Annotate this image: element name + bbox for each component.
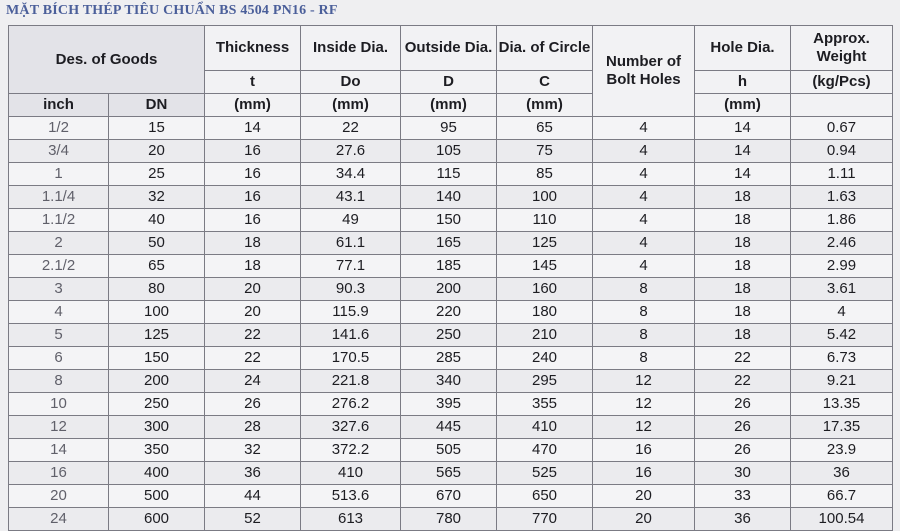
unit-thickness: (mm) bbox=[205, 94, 301, 117]
cell-inch: 4 bbox=[9, 301, 109, 324]
table-row bbox=[9, 439, 893, 462]
cell-weight: 5.42 bbox=[791, 324, 893, 347]
cell-dn: 600 bbox=[109, 508, 205, 531]
cell-dia-of-circle: 295 bbox=[497, 370, 593, 393]
table-row bbox=[9, 485, 893, 508]
cell-outside-dia: 445 bbox=[401, 416, 497, 439]
cell-hole-dia: 33 bbox=[695, 485, 791, 508]
cell-hole-dia: 18 bbox=[695, 278, 791, 301]
cell-thickness: 28 bbox=[205, 416, 301, 439]
cell-weight: 0.94 bbox=[791, 140, 893, 163]
cell-hole-dia: 26 bbox=[695, 439, 791, 462]
cell-weight: 100.54 bbox=[791, 508, 893, 531]
cell-dn: 15 bbox=[109, 117, 205, 140]
unit-weight: (kg/Pcs) bbox=[791, 71, 893, 94]
cell-dia-of-circle: 470 bbox=[497, 439, 593, 462]
cell-inch: 1 bbox=[9, 163, 109, 186]
cell-inside-dia: 410 bbox=[301, 462, 401, 485]
table-row bbox=[9, 462, 893, 485]
cell-bolt-holes: 12 bbox=[593, 370, 695, 393]
cell-weight: 1.63 bbox=[791, 186, 893, 209]
table-row bbox=[9, 140, 893, 163]
cell-hole-dia: 26 bbox=[695, 416, 791, 439]
cell-outside-dia: 165 bbox=[401, 232, 497, 255]
cell-inside-dia: 61.1 bbox=[301, 232, 401, 255]
cell-hole-dia: 14 bbox=[695, 140, 791, 163]
cell-bolt-holes: 20 bbox=[593, 485, 695, 508]
cell-dia-of-circle: 110 bbox=[497, 209, 593, 232]
cell-dn: 400 bbox=[109, 462, 205, 485]
cell-dia-of-circle: 85 bbox=[497, 163, 593, 186]
cell-thickness: 20 bbox=[205, 301, 301, 324]
cell-weight: 6.73 bbox=[791, 347, 893, 370]
cell-dn: 20 bbox=[109, 140, 205, 163]
cell-inch: 16 bbox=[9, 462, 109, 485]
symbol-outside-dia: D bbox=[401, 71, 497, 94]
cell-inside-dia: 77.1 bbox=[301, 255, 401, 278]
cell-thickness: 22 bbox=[205, 324, 301, 347]
cell-hole-dia: 18 bbox=[695, 301, 791, 324]
cell-bolt-holes: 8 bbox=[593, 347, 695, 370]
cell-dn: 40 bbox=[109, 209, 205, 232]
cell-thickness: 16 bbox=[205, 209, 301, 232]
cell-weight: 1.86 bbox=[791, 209, 893, 232]
cell-inch: 14 bbox=[9, 439, 109, 462]
table-row bbox=[9, 508, 893, 531]
flange-spec-table bbox=[8, 25, 893, 531]
cell-thickness: 52 bbox=[205, 508, 301, 531]
cell-dn: 150 bbox=[109, 347, 205, 370]
cell-dia-of-circle: 100 bbox=[497, 186, 593, 209]
table-row bbox=[9, 209, 893, 232]
cell-weight: 17.35 bbox=[791, 416, 893, 439]
cell-inch: 12 bbox=[9, 416, 109, 439]
cell-inside-dia: 22 bbox=[301, 117, 401, 140]
cell-outside-dia: 780 bbox=[401, 508, 497, 531]
cell-outside-dia: 250 bbox=[401, 324, 497, 347]
symbol-dia-of-circle: C bbox=[497, 71, 593, 94]
cell-weight: 2.46 bbox=[791, 232, 893, 255]
unit-dn: DN bbox=[109, 94, 205, 117]
cell-inside-dia: 276.2 bbox=[301, 393, 401, 416]
cell-thickness: 22 bbox=[205, 347, 301, 370]
cell-dn: 50 bbox=[109, 232, 205, 255]
cell-thickness: 14 bbox=[205, 117, 301, 140]
symbol-thickness: t bbox=[205, 71, 301, 94]
cell-outside-dia: 95 bbox=[401, 117, 497, 140]
cell-inside-dia: 34.4 bbox=[301, 163, 401, 186]
cell-dia-of-circle: 210 bbox=[497, 324, 593, 347]
cell-dia-of-circle: 65 bbox=[497, 117, 593, 140]
table-row bbox=[9, 117, 893, 140]
cell-thickness: 36 bbox=[205, 462, 301, 485]
table-row bbox=[9, 393, 893, 416]
cell-outside-dia: 140 bbox=[401, 186, 497, 209]
symbol-hole-dia: h bbox=[695, 71, 791, 94]
cell-weight: 2.99 bbox=[791, 255, 893, 278]
header-des-of-goods: Des. of Goods bbox=[9, 26, 205, 94]
cell-inch: 1/2 bbox=[9, 117, 109, 140]
cell-outside-dia: 340 bbox=[401, 370, 497, 393]
unit-dia-of-circle: (mm) bbox=[497, 94, 593, 117]
cell-dn: 100 bbox=[109, 301, 205, 324]
table-row bbox=[9, 163, 893, 186]
cell-thickness: 16 bbox=[205, 140, 301, 163]
cell-inside-dia: 327.6 bbox=[301, 416, 401, 439]
cell-weight: 1.11 bbox=[791, 163, 893, 186]
cell-inch: 3 bbox=[9, 278, 109, 301]
cell-outside-dia: 285 bbox=[401, 347, 497, 370]
header-thickness: Thickness bbox=[205, 26, 301, 71]
header-number-of-bolt-holes: Number of Bolt Holes bbox=[593, 26, 695, 117]
cell-bolt-holes: 16 bbox=[593, 439, 695, 462]
cell-weight: 13.35 bbox=[791, 393, 893, 416]
cell-bolt-holes: 8 bbox=[593, 301, 695, 324]
cell-bolt-holes: 12 bbox=[593, 393, 695, 416]
cell-inch: 20 bbox=[9, 485, 109, 508]
cell-weight: 0.67 bbox=[791, 117, 893, 140]
cell-weight: 66.7 bbox=[791, 485, 893, 508]
table-row bbox=[9, 232, 893, 255]
cell-outside-dia: 505 bbox=[401, 439, 497, 462]
cell-bolt-holes: 4 bbox=[593, 140, 695, 163]
cell-outside-dia: 565 bbox=[401, 462, 497, 485]
cell-outside-dia: 395 bbox=[401, 393, 497, 416]
cell-inch: 1.1/4 bbox=[9, 186, 109, 209]
cell-hole-dia: 18 bbox=[695, 232, 791, 255]
cell-bolt-holes: 20 bbox=[593, 508, 695, 531]
cell-hole-dia: 14 bbox=[695, 163, 791, 186]
cell-weight: 36 bbox=[791, 462, 893, 485]
cell-hole-dia: 18 bbox=[695, 255, 791, 278]
cell-hole-dia: 30 bbox=[695, 462, 791, 485]
cell-dia-of-circle: 160 bbox=[497, 278, 593, 301]
cell-inside-dia: 27.6 bbox=[301, 140, 401, 163]
weight-unit-blank bbox=[791, 94, 893, 117]
cell-weight: 9.21 bbox=[791, 370, 893, 393]
cell-inside-dia: 513.6 bbox=[301, 485, 401, 508]
cell-dn: 250 bbox=[109, 393, 205, 416]
cell-inside-dia: 90.3 bbox=[301, 278, 401, 301]
cell-weight: 4 bbox=[791, 301, 893, 324]
cell-dia-of-circle: 145 bbox=[497, 255, 593, 278]
cell-dn: 65 bbox=[109, 255, 205, 278]
cell-dn: 350 bbox=[109, 439, 205, 462]
cell-dia-of-circle: 355 bbox=[497, 393, 593, 416]
cell-bolt-holes: 8 bbox=[593, 278, 695, 301]
cell-inch: 2 bbox=[9, 232, 109, 255]
table-row bbox=[9, 416, 893, 439]
cell-inch: 24 bbox=[9, 508, 109, 531]
cell-inch: 10 bbox=[9, 393, 109, 416]
cell-bolt-holes: 4 bbox=[593, 255, 695, 278]
cell-dia-of-circle: 180 bbox=[497, 301, 593, 324]
cell-hole-dia: 36 bbox=[695, 508, 791, 531]
cell-dia-of-circle: 650 bbox=[497, 485, 593, 508]
header-dia-of-circle: Dia. of Circle bbox=[497, 26, 593, 71]
cell-outside-dia: 220 bbox=[401, 301, 497, 324]
cell-dia-of-circle: 770 bbox=[497, 508, 593, 531]
cell-inch: 2.1/2 bbox=[9, 255, 109, 278]
cell-thickness: 18 bbox=[205, 232, 301, 255]
cell-dia-of-circle: 125 bbox=[497, 232, 593, 255]
cell-thickness: 18 bbox=[205, 255, 301, 278]
cell-outside-dia: 670 bbox=[401, 485, 497, 508]
cell-thickness: 24 bbox=[205, 370, 301, 393]
cell-inside-dia: 221.8 bbox=[301, 370, 401, 393]
cell-bolt-holes: 4 bbox=[593, 163, 695, 186]
cell-bolt-holes: 4 bbox=[593, 117, 695, 140]
cell-inch: 5 bbox=[9, 324, 109, 347]
cell-inside-dia: 115.9 bbox=[301, 301, 401, 324]
cell-bolt-holes: 4 bbox=[593, 186, 695, 209]
table-row bbox=[9, 370, 893, 393]
cell-thickness: 16 bbox=[205, 163, 301, 186]
cell-outside-dia: 200 bbox=[401, 278, 497, 301]
cell-dia-of-circle: 75 bbox=[497, 140, 593, 163]
cell-inside-dia: 43.1 bbox=[301, 186, 401, 209]
cell-hole-dia: 26 bbox=[695, 393, 791, 416]
cell-hole-dia: 18 bbox=[695, 186, 791, 209]
table-row bbox=[9, 301, 893, 324]
cell-weight: 3.61 bbox=[791, 278, 893, 301]
cell-thickness: 32 bbox=[205, 439, 301, 462]
cell-dn: 125 bbox=[109, 324, 205, 347]
cell-inside-dia: 141.6 bbox=[301, 324, 401, 347]
cell-hole-dia: 22 bbox=[695, 347, 791, 370]
cell-dn: 300 bbox=[109, 416, 205, 439]
cell-inside-dia: 613 bbox=[301, 508, 401, 531]
cell-dn: 200 bbox=[109, 370, 205, 393]
cell-inside-dia: 49 bbox=[301, 209, 401, 232]
cell-thickness: 26 bbox=[205, 393, 301, 416]
table-row bbox=[9, 278, 893, 301]
cell-hole-dia: 22 bbox=[695, 370, 791, 393]
cell-inch: 8 bbox=[9, 370, 109, 393]
table-row bbox=[9, 186, 893, 209]
cell-bolt-holes: 8 bbox=[593, 324, 695, 347]
cell-inch: 1.1/2 bbox=[9, 209, 109, 232]
cell-bolt-holes: 16 bbox=[593, 462, 695, 485]
cell-thickness: 16 bbox=[205, 186, 301, 209]
cell-inch: 6 bbox=[9, 347, 109, 370]
cell-bolt-holes: 4 bbox=[593, 209, 695, 232]
unit-inch: inch bbox=[9, 94, 109, 117]
cell-hole-dia: 18 bbox=[695, 209, 791, 232]
cell-inch: 3/4 bbox=[9, 140, 109, 163]
cell-dn: 32 bbox=[109, 186, 205, 209]
header-approx-weight: Approx. Weight bbox=[791, 26, 893, 71]
table-row bbox=[9, 255, 893, 278]
cell-dn: 80 bbox=[109, 278, 205, 301]
unit-inside-dia: (mm) bbox=[301, 94, 401, 117]
cell-bolt-holes: 4 bbox=[593, 232, 695, 255]
cell-hole-dia: 14 bbox=[695, 117, 791, 140]
cell-outside-dia: 150 bbox=[401, 209, 497, 232]
header-inside-dia: Inside Dia. bbox=[301, 26, 401, 71]
header-outside-dia: Outside Dia. bbox=[401, 26, 497, 71]
table-row bbox=[9, 347, 893, 370]
cell-outside-dia: 105 bbox=[401, 140, 497, 163]
cell-dia-of-circle: 525 bbox=[497, 462, 593, 485]
page-title: MẶT BÍCH THÉP TIÊU CHUẨN BS 4504 PN16 - RF bbox=[6, 3, 338, 18]
unit-hole-dia: (mm) bbox=[695, 94, 791, 117]
cell-inside-dia: 170.5 bbox=[301, 347, 401, 370]
cell-dn: 500 bbox=[109, 485, 205, 508]
header-hole-dia: Hole Dia. bbox=[695, 26, 791, 71]
cell-bolt-holes: 12 bbox=[593, 416, 695, 439]
unit-outside-dia: (mm) bbox=[401, 94, 497, 117]
cell-dn: 25 bbox=[109, 163, 205, 186]
table-row bbox=[9, 324, 893, 347]
cell-inside-dia: 372.2 bbox=[301, 439, 401, 462]
cell-thickness: 20 bbox=[205, 278, 301, 301]
cell-weight: 23.9 bbox=[791, 439, 893, 462]
cell-outside-dia: 115 bbox=[401, 163, 497, 186]
cell-hole-dia: 18 bbox=[695, 324, 791, 347]
cell-dia-of-circle: 240 bbox=[497, 347, 593, 370]
cell-outside-dia: 185 bbox=[401, 255, 497, 278]
cell-thickness: 44 bbox=[205, 485, 301, 508]
symbol-inside-dia: Do bbox=[301, 71, 401, 94]
table-body bbox=[9, 117, 893, 531]
cell-dia-of-circle: 410 bbox=[497, 416, 593, 439]
